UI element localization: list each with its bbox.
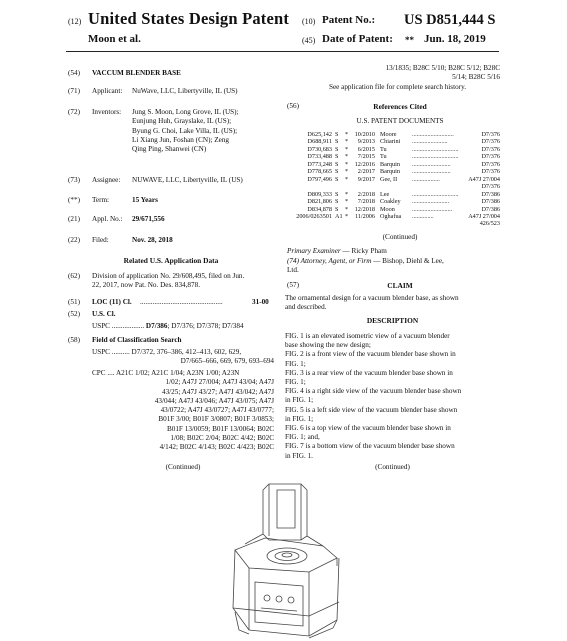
reference-dots: ......................... <box>412 160 451 168</box>
reference-date: 6/2015 <box>357 145 375 153</box>
description-heading: DESCRIPTION <box>366 316 419 325</box>
coupling-hub <box>267 548 307 564</box>
reference-star: * <box>345 205 349 213</box>
reference-kind: S <box>335 160 339 168</box>
term-label: Term: <box>92 196 110 204</box>
reference-star: * <box>345 131 349 138</box>
reference-row <box>288 213 500 220</box>
inventor-short: Moon et al. <box>88 33 141 45</box>
reference-kind: S <box>335 175 339 183</box>
description-continued: (Continued) <box>375 463 410 471</box>
code-term: (**) <box>68 196 80 204</box>
patent-no-label: Patent No.: <box>322 14 376 26</box>
reference-dots: ........................ <box>412 198 450 206</box>
reference-number: D625,142 <box>307 131 332 138</box>
reference-star: * <box>345 153 349 161</box>
reference-number: D821,806 <box>307 198 332 206</box>
reference-kind: A1 <box>335 212 343 220</box>
reference-date: 7/2018 <box>357 198 375 206</box>
reference-class: D7/386 <box>481 205 500 213</box>
date-mark: ** <box>405 35 414 45</box>
reference-star: * <box>345 198 349 206</box>
reference-number: D809,333 <box>307 190 332 198</box>
assignee-value: NUWAVE, LLC, Libertyville, IL (US) <box>132 176 243 184</box>
inventors-label: Inventors: <box>92 108 122 116</box>
search-uspc: USPC .......... D7/372, 376–386, 412–413, 602, 629, D7/665–666, 669, 679, 693–694 <box>92 348 274 366</box>
term-value: 15 Years <box>132 196 158 204</box>
applicant-value: NuWave, LLC, Libertyville, IL (US) <box>132 87 238 95</box>
code-22: (22) <box>68 236 80 244</box>
reference-kind: S <box>335 131 339 138</box>
reference-star: * <box>345 160 349 168</box>
reference-class: D7/386 <box>481 198 500 206</box>
patent-date: Jun. 18, 2019 <box>424 33 486 45</box>
loc-value: 31-00 <box>252 298 269 306</box>
neck-window <box>277 490 295 528</box>
reference-class: D7/386 <box>481 190 500 198</box>
reference-star: * <box>345 138 349 146</box>
code-51: (51) <box>68 298 80 306</box>
reference-name: Lee <box>380 190 390 198</box>
reference-class: D7/376 <box>481 138 500 146</box>
code-10: (10) <box>302 17 316 26</box>
reference-class: A47J 27/004 <box>468 212 500 220</box>
neck-outline <box>263 484 307 540</box>
code-72: (72) <box>68 108 80 116</box>
attorney-line: (74) Attorney, Agent, or Firm — Bishop, Diehl & Lee, Ltd. <box>287 257 444 275</box>
reference-date: 12/2016 <box>354 160 375 168</box>
reference-name: Moon <box>380 205 395 213</box>
reference-number: D778,665 <box>307 168 332 176</box>
reference-kind: S <box>335 198 339 206</box>
code-21: (21) <box>68 215 80 223</box>
reference-date: 7/2015 <box>357 153 375 161</box>
assignee-label: Assignee: <box>92 176 121 184</box>
reference-name: Oghafua <box>380 212 402 220</box>
panel-button-3 <box>288 597 294 603</box>
reference-star: * <box>345 212 349 220</box>
reference-dots: .......................... <box>412 205 453 213</box>
claim-text: The ornamental design for a vacuum blender base, as shown and described. <box>285 294 459 312</box>
reference-kind: S <box>335 153 339 161</box>
reference-date: 9/2013 <box>357 138 375 146</box>
uspc-line: USPC .................. D7/386; D7/376; D7/378; D7/384 <box>92 322 244 330</box>
panel-line <box>261 608 297 611</box>
field-search-label: Field of Classification Search <box>92 336 182 344</box>
reference-kind: S <box>335 205 339 213</box>
reference-name: Tu <box>380 145 387 153</box>
blender-base-drawing <box>205 480 355 641</box>
body-edges <box>249 576 309 636</box>
reference-star: * <box>345 175 349 183</box>
related-heading: Related U.S. Application Data <box>123 256 219 265</box>
reference-class: D7/376 <box>481 131 500 138</box>
code-71: (71) <box>68 87 80 95</box>
patent-number: US D851,444 S <box>404 12 496 28</box>
header-rule <box>66 51 499 52</box>
search-cpc: CPC .... A21C 1/02; A21C 1/04; A23N 1/00; A23N 1/02; A47J 27/004; A47J 43/04; A47J 43/25; A47J 43/27; A47J 43/042; A47J 43/044; A47J 43/046; A47J 43/075; A47J 43/0722; A47J 43/0727; A47J 43/0777; B01F 3/00; B01F 3/0807; B01F 3/0853; B01F 13/0059; B01F 13/0064; B02C 1/08; B02C 2/04; B02C 4/42; B02C 4/142; B02C 4/143; B02C 4/423; B02C <box>92 369 274 452</box>
filed-label: Filed: <box>92 236 109 244</box>
panel-button-2 <box>276 596 282 602</box>
base-top-deck <box>235 538 337 572</box>
reference-number: D730,683 <box>307 145 332 153</box>
reference-date: 2/2018 <box>357 190 375 198</box>
reference-star: * <box>345 168 349 176</box>
examiner-line: Primary Examiner — Ricky Pham <box>287 247 387 255</box>
reference-dots: ......................... <box>412 168 451 176</box>
code-62: (62) <box>68 272 80 280</box>
appl-no-value: 29/671,556 <box>132 215 165 223</box>
code-52: (52) <box>68 310 80 318</box>
loc-dots: .............................................. <box>140 298 223 306</box>
reference-star: * <box>345 190 349 198</box>
code-12: (12) <box>68 17 82 26</box>
reference-class: D7/376 <box>481 168 500 176</box>
patent-title: United States Design Patent <box>88 9 290 28</box>
appl-no-label: Appl. No.: <box>92 215 123 223</box>
description-text: FIG. 1 is an elevated isometric view of a vacuum blender base showing the new design; FIG. 2 is a front view of the vacuum blender base shown in FIG. 1; FIG. 3 is a rear view of the vacuum blender base shown in FIG. 1; FIG. 4 is a right side view of the vacuum blender base shown in FIG. 1; FIG. 5 is a left side view of the vacuum blender base shown in FIG. 1; FIG. 6 is a top view of the vacuum blender base shown in FIG. 1; and, FIG. 7 is a bottom view of the vacuum blender base shown in FIG. 1. <box>285 332 462 460</box>
reference-name: Chiarini <box>380 138 401 146</box>
reference-class: D7/376 <box>481 183 500 191</box>
code-56: (56) <box>287 102 299 110</box>
reference-name: Gee, II <box>380 175 398 183</box>
search-continued: (Continued) <box>165 463 201 471</box>
reference-name: Coakley <box>380 198 401 206</box>
inventors-list: Jung S. Moon, Long Grove, IL (US); Eunjung Huh, Grayslake, IL (US); Byung G. Choi, Lake Villa, IL (US); Li Xiang Jun, Foshan (CN); Zeng Qing Ping, Shanwei (CN) <box>132 108 239 154</box>
reference-row <box>288 191 500 198</box>
reference-dots: .................. <box>412 175 440 183</box>
reference-class: A47J 27/004 <box>468 175 500 183</box>
reference-star: * <box>345 145 349 153</box>
reference-date: 12/2018 <box>354 205 375 213</box>
reference-class: 426/523 <box>479 220 500 228</box>
reference-number: 2006/0263501 <box>296 212 332 220</box>
code-73: (73) <box>68 176 80 184</box>
reference-dots: ........................... <box>412 131 454 138</box>
reference-number: D688,911 <box>307 138 332 146</box>
coupling-center <box>282 553 292 557</box>
reference-name: Barquin <box>380 168 400 176</box>
reference-dots: .............. <box>412 212 434 220</box>
claim-heading: CLAIM <box>387 281 413 290</box>
design-title: VACCUM BLENDER BASE <box>92 69 181 77</box>
reference-dots: .............................. <box>412 153 459 161</box>
code-45: (45) <box>302 36 316 45</box>
references-heading: References Cited <box>373 102 427 111</box>
reference-row <box>288 146 500 153</box>
reference-row <box>288 183 500 190</box>
reference-date: 10/2010 <box>354 131 375 138</box>
reference-row <box>288 153 500 160</box>
reference-row <box>288 176 500 183</box>
reference-number: D733,488 <box>307 153 332 161</box>
reference-kind: S <box>335 138 339 146</box>
reference-class: D7/376 <box>481 153 500 161</box>
code-58: (58) <box>68 336 80 344</box>
reference-row <box>288 206 500 213</box>
filed-value: Nov. 28, 2018 <box>132 236 173 244</box>
us-docs-heading: U.S. PATENT DOCUMENTS <box>356 117 444 125</box>
reference-kind: S <box>335 145 339 153</box>
cpc-continuation: 13/1835; B28C 5/10; B28C 5/12; B28C 5/14; B28C 5/16 <box>385 64 500 82</box>
refs-continued: (Continued) <box>382 233 418 241</box>
date-label: Date of Patent: <box>322 33 393 45</box>
reference-row <box>288 198 500 205</box>
reference-kind: S <box>335 190 339 198</box>
reference-row <box>288 138 500 145</box>
code-57: (57) <box>287 281 299 289</box>
reference-name: Tu <box>380 153 387 161</box>
reference-dots: .............................. <box>412 190 459 198</box>
reference-number: D773,248 <box>307 160 332 168</box>
applicant-label: Applicant: <box>92 87 123 95</box>
see-application-note: See application file for complete search history. <box>328 83 467 91</box>
division-text: Division of application No. 29/608,495, filed on Jun. 22, 2017, now Pat. No. Des. 834,878. <box>92 272 245 290</box>
reference-date: 11/2006 <box>354 212 375 220</box>
reference-row <box>288 168 500 175</box>
reference-date: 2/2017 <box>357 168 375 176</box>
reference-dots: ....................... <box>412 138 448 146</box>
reference-dots: .............................. <box>412 145 459 153</box>
neck-edges <box>269 484 301 540</box>
loc-label: LOC (11) Cl. <box>92 298 132 306</box>
panel-button-1 <box>264 595 270 601</box>
reference-row <box>288 161 500 168</box>
reference-number: D834,878 <box>307 205 332 213</box>
control-panel <box>255 582 303 626</box>
us-cl-label: U.S. Cl. <box>92 310 116 318</box>
reference-row <box>288 220 500 227</box>
reference-name: Barquin <box>380 160 400 168</box>
reference-kind: S <box>335 168 339 176</box>
reference-number: D797,496 <box>307 175 332 183</box>
reference-class: D7/376 <box>481 160 500 168</box>
reference-name: Moore <box>380 131 397 138</box>
reference-row <box>288 131 500 138</box>
reference-date: 9/2017 <box>357 175 375 183</box>
code-54: (54) <box>68 69 80 77</box>
reference-class: D7/376 <box>481 145 500 153</box>
